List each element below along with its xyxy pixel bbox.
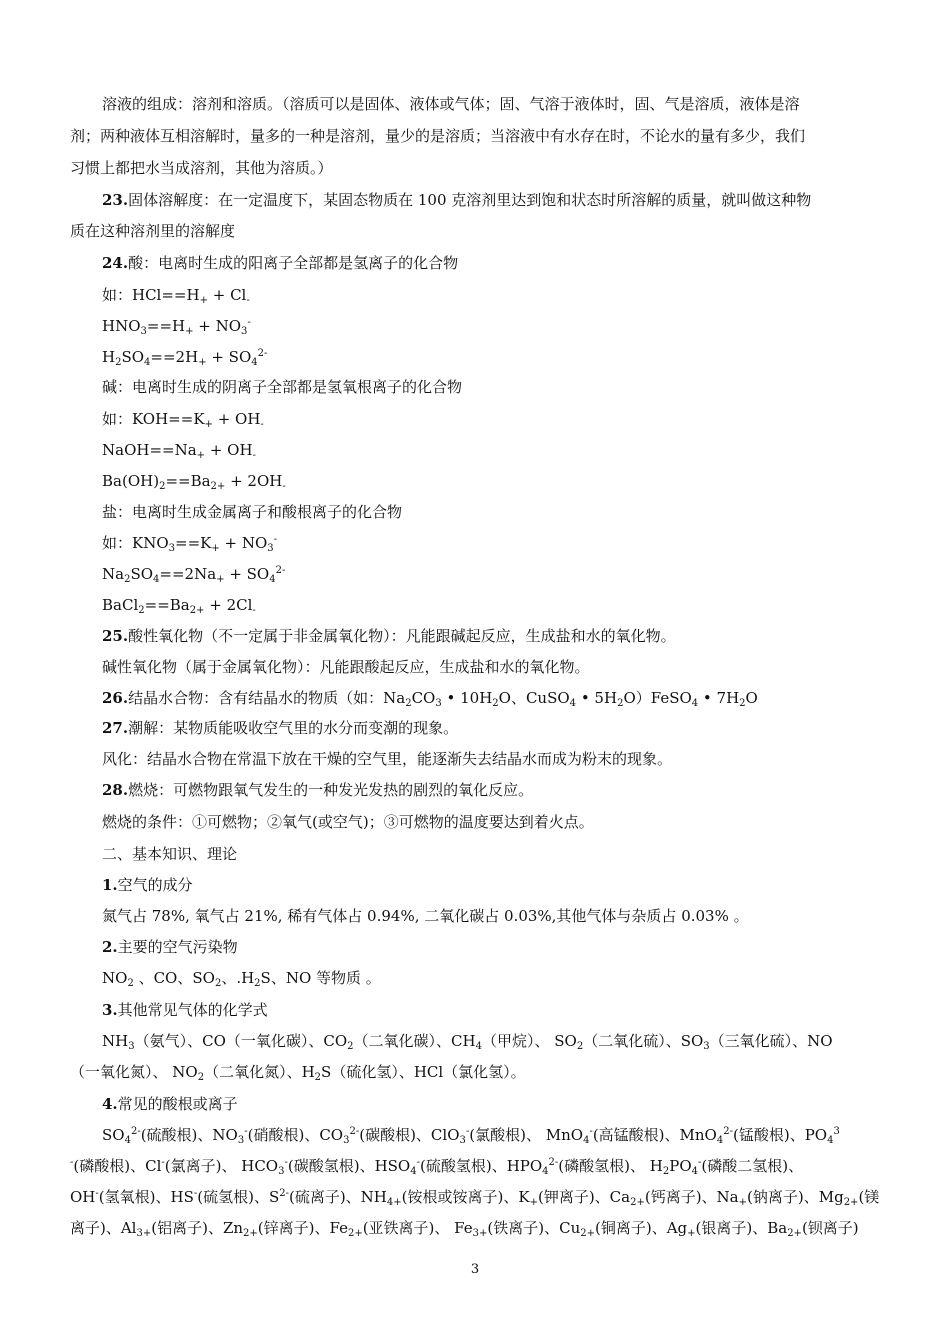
- text-line: 二、基本知识、理论: [102, 845, 238, 863]
- text-line: 如：$KNO_3==K_+ + NO_3^-$: [102, 534, 278, 554]
- text-line: 碱：电离时生成的阴离子全部都是氢氧根离子的化合物: [102, 378, 463, 396]
- text-line: 燃烧的条件：①可燃物；②氧气(或空气)；③可燃物的温度要达到着火点。: [102, 813, 594, 831]
- text-line: 离子)、$Al_{3+}$(铝离子)、$Zn_{2+}$(锌离子)、$Fe_{2+}$(亚铁离子)、 $Fe_{3+}$(铁离子)、$Cu_{2+}$(铜离子)、$Ag_+$(银离子)、$Ba_{2+}$(钡离子): [70, 1219, 859, 1239]
- text-line: $Ba(OH)_2==Ba_{2+} + 2OH_-$: [102, 472, 286, 492]
- text-line: $NO_2$ 、CO、$SO_2$、$.H_2S$、NO 等物质 。: [102, 969, 381, 989]
- text-line: 剂；两种液体互相溶解时，量多的一种是溶剂，量少的是溶质；当溶液中有水存在时，不论水的量有多少，我们: [70, 127, 806, 145]
- text-line: 2.主要的空气污染物: [102, 938, 238, 956]
- text-line: $NaOH==Na_+ + OH_-$: [102, 441, 256, 461]
- text-line: 4.常见的酸根或离子: [102, 1095, 238, 1113]
- text-line: $NH_3$（氨气）、CO（一氧化碳）、$CO_2$（二氧化碳）、$CH_4$（甲烷）、 $SO_2$（二氧化硫）、$SO_3$（三氧化硫）、NO: [102, 1032, 833, 1052]
- text-line: 习惯上都把水当成溶剂，其他为溶质。）: [70, 159, 333, 177]
- text-line: 如：$HCl==H_+ + Cl_-$: [102, 286, 250, 306]
- text-line: 质在这种溶剂里的溶解度: [70, 222, 236, 240]
- text-line: 溶液的组成：溶剂和溶质。（溶质可以是固体、液体或气体；固、气溶于液体时，固、气是溶质，液体是溶: [102, 95, 800, 113]
- text-line: 28.燃烧：可燃物跟氧气发生的一种发光发热的剧烈的氧化反应。: [102, 781, 534, 799]
- text-line: 氮气占 78%, 氧气占 21%, 稀有气体占 0.94%, 二氧化碳占 0.03%,其他气体与杂质占 0.03% 。: [102, 907, 749, 925]
- text-line: 盐：电离时生成金属离子和酸根离子的化合物: [102, 503, 403, 521]
- text-line: $Na_2SO_4==2Na_+ + SO_4^{2-}$: [102, 565, 286, 585]
- text-line: 24.酸：电离时生成的阳离子全部都是氢离子的化合物: [102, 254, 459, 272]
- text-line: （一氧化氮）、 $NO_2$（二氧化氮）、$H_2S$（硫化氢）、HCl（氯化氢）。: [70, 1063, 526, 1083]
- text-line: $BaCl_2==Ba_{2+} + 2Cl_-$: [102, 596, 256, 616]
- text-line: 碱性氧化物（属于金属氧化物）：凡能跟酸起反应，生成盐和水的氧化物。: [102, 658, 590, 676]
- text-line: 27.潮解：某物质能吸收空气里的水分而变潮的现象。: [102, 719, 459, 737]
- text-line: 23.固体溶解度：在一定温度下，某固态物质在 100 克溶剂里达到饱和状态时所溶解的质量，就叫做这种物: [102, 191, 812, 209]
- text-line: 26.结晶水合物：含有结晶水的物质（如：$Na_2CO_3$ • $10H_2O$、CuSO$_4$ • $5H_2O)FeSO_4$ • $7H_2O$: [102, 689, 758, 709]
- text-line: 25.酸性氧化物（不一定属于非金属氧化物）：凡能跟碱起反应，生成盐和水的氧化物。: [102, 627, 676, 645]
- text-line: -(磷酸根)、Cl-(氯离子)、 $HCO_3^-$(碳酸氢根)、$HSO_4^-$(硫酸氢根)、$HPO_4^{2-}$(磷酸氢根)、 $H_2PO_4^-$(磷酸二氢根)、: [70, 1157, 804, 1177]
- text-line: $SO_4^{2-}$(硫酸根)、$NO_3^-$(硝酸根)、$CO_3^{2-}$(碳酸根)、ClO$_3$-(氯酸根)、 MnO$_4$-(高锰酸根)、MnO$_4^{2-}$(锰酸根)、$PO_4^3$: [102, 1126, 840, 1146]
- text-line: $H_2SO_4==2H_+ + SO_4^{2-}$: [102, 348, 268, 368]
- text-line: 如：$KOH==K_+ + OH_-$: [102, 410, 264, 430]
- page-number: 3: [470, 1262, 480, 1277]
- text-line: OH-(氢氧根)、HS-(硫氢根)、$S^{2-}$(硫离子)、$NH_{4+}$(铵根或铵离子)、$K_+$(钾离子)、$Ca_{2+}$(钙离子)、$Na_+$(钠离子)、$Mg_{2+}$(镁: [70, 1188, 880, 1208]
- text-line: 风化：结晶水合物在常温下放在干燥的空气里，能逐渐失去结晶水而成为粉末的现象。: [102, 750, 673, 768]
- text-line: $HNO_3==H_+ + NO_3^-$: [102, 317, 251, 337]
- text-line: 3.其他常见气体的化学式: [102, 1001, 268, 1019]
- text-line: 1.空气的成分: [102, 876, 193, 894]
